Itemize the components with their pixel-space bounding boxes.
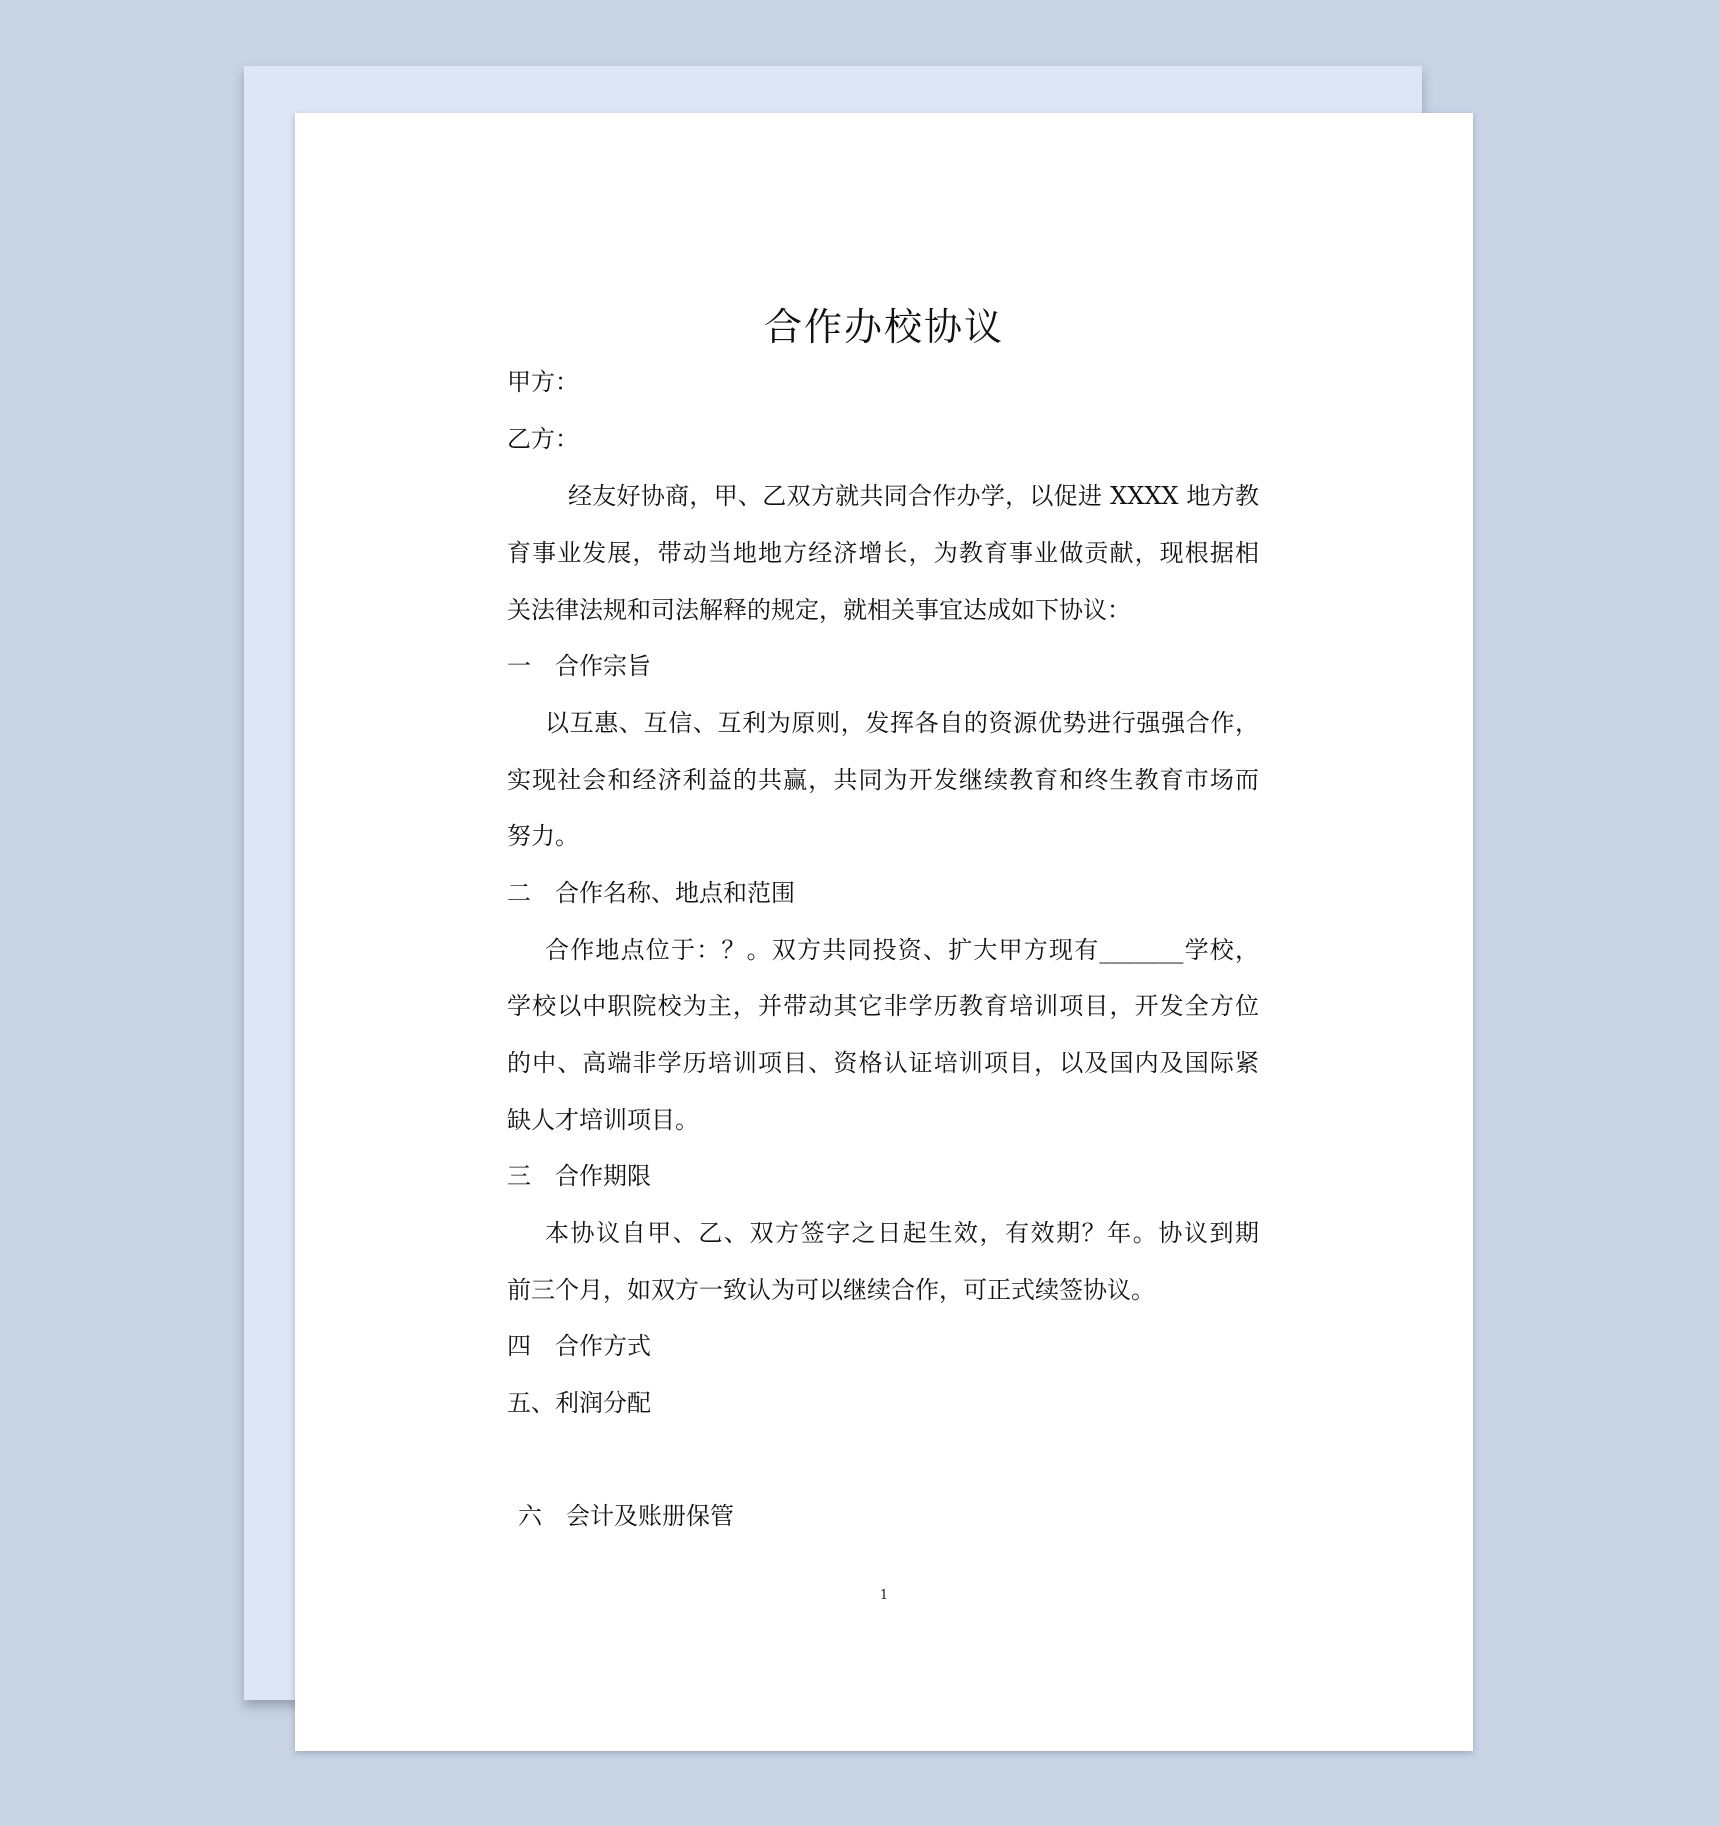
section-2-line-2: 学校以中职院校为主，并带动其它非学历教育培训项目，开发全方位 [507,992,1259,1020]
intro-line-3: 关法律法规和司法解释的规定，就相关事宜达成如下协议： [507,596,1131,624]
section-heading-5: 五、利润分配 [507,1389,651,1417]
section-heading-4: 四 合作方式 [507,1332,651,1360]
section-heading-3: 三 合作期限 [507,1162,651,1190]
section-heading-1: 一 合作宗旨 [507,652,651,680]
section-1-line-3: 努力。 [507,822,579,850]
section-heading-6: 六 会计及账册保管 [518,1502,734,1530]
section-2-line-1: 合作地点位于：？。双方共同投资、扩大甲方现有_______学校， [545,936,1259,964]
section-3-line-2: 前三个月，如双方一致认为可以继续合作，可正式续签协议。 [507,1276,1155,1304]
intro-line-2: 育事业发展，带动当地地方经济增长，为教育事业做贡献，现根据相 [507,539,1259,567]
section-1-line-2: 实现社会和经济利益的共赢，共同为开发继续教育和终生教育市场而 [507,766,1259,794]
section-3-line-1: 本协议自甲、乙、双方签字之日起生效，有效期？年。协议到期 [545,1219,1259,1247]
section-1-line-1: 以互惠、互信、互利为原则，发挥各自的资源优势进行强强合作， [545,709,1259,737]
document-page [295,113,1473,1751]
party-a-label: 甲方： [507,368,579,396]
section-2-line-4: 缺人才培训项目。 [507,1106,699,1134]
party-b-label: 乙方： [507,425,579,453]
intro-line-1: 经友好协商，甲、乙双方就共同合作办学，以促进 XXXX 地方教 [568,482,1259,510]
page-number: 1 [879,1588,889,1603]
section-2-line-3: 的中、高端非学历培训项目、资格认证培训项目，以及国内及国际紧 [507,1049,1259,1077]
document-title: 合作办校协议 [763,305,1004,349]
section-heading-2: 二 合作名称、地点和范围 [507,879,795,907]
